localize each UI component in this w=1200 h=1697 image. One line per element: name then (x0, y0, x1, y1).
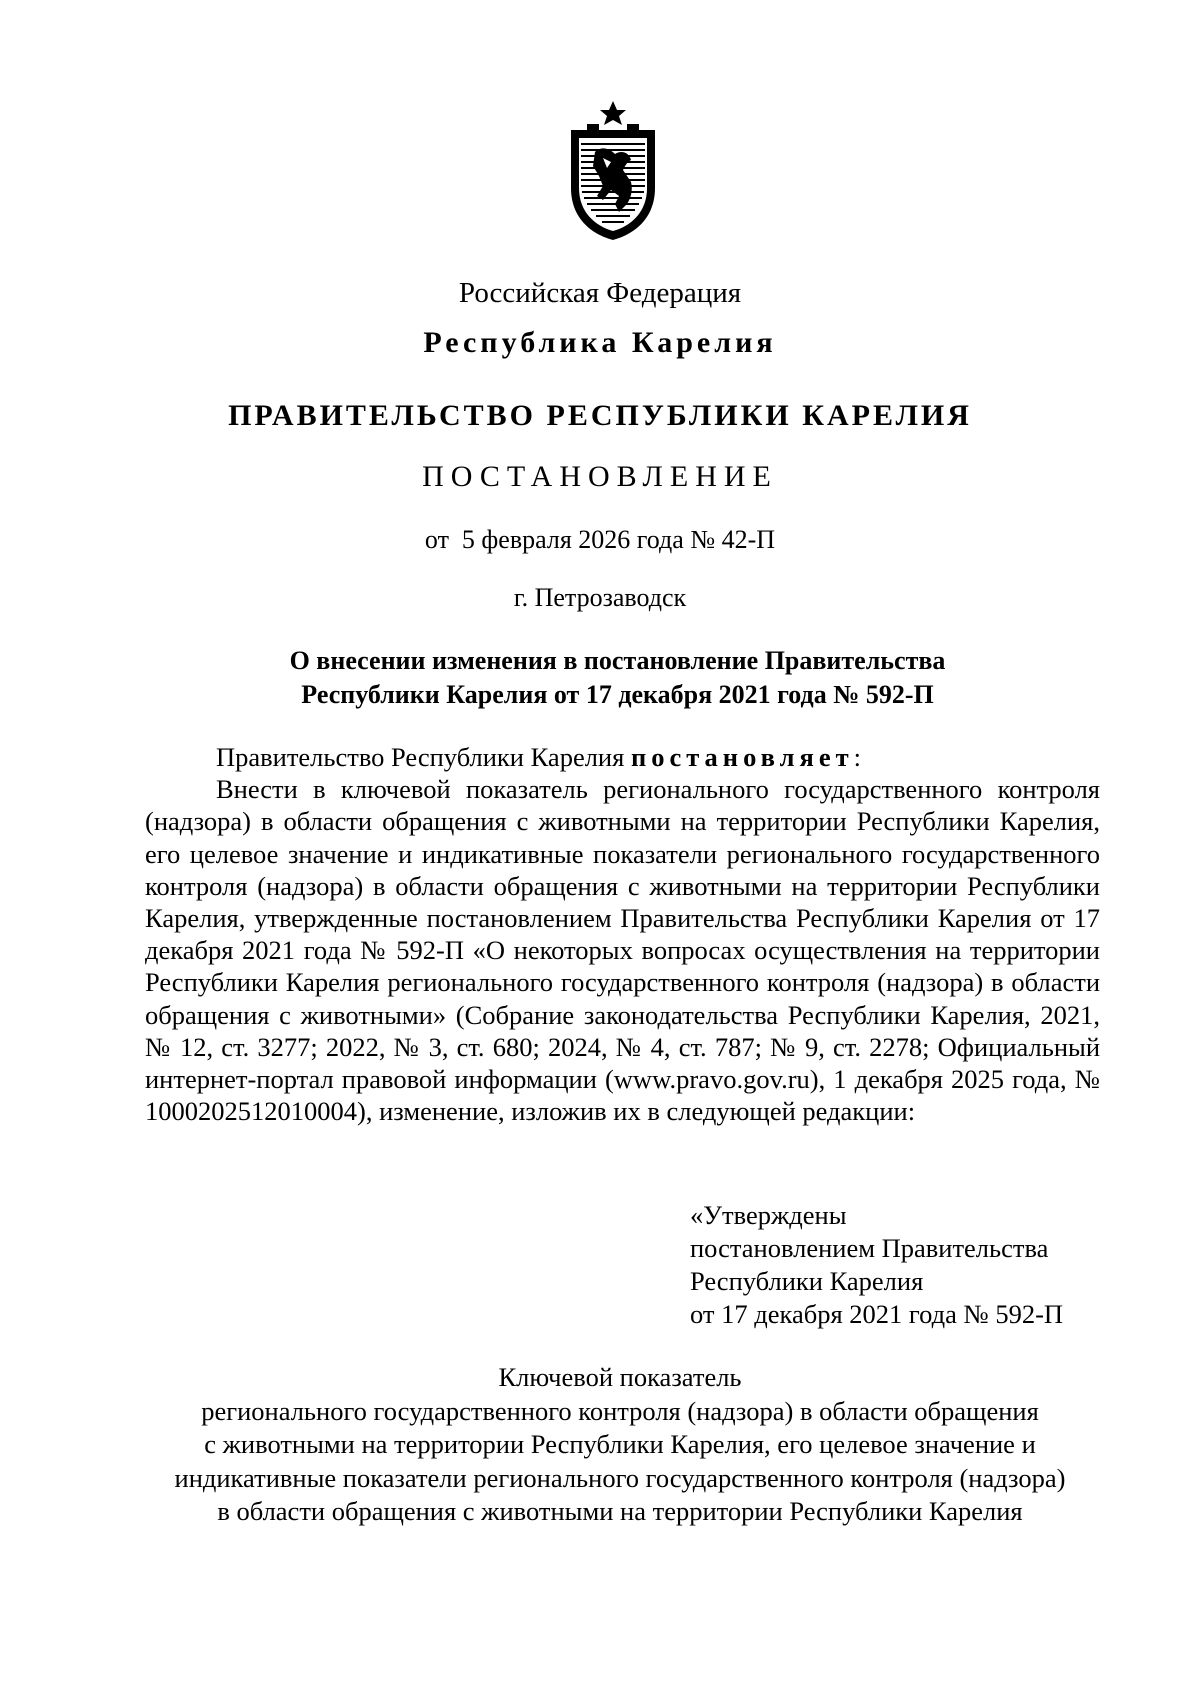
emblem-of-karelia-icon (565, 100, 661, 242)
approval-stamp-block (690, 1199, 1063, 1331)
key-indicator-line: в области обращения с животными на территории Республики Карелия (217, 1496, 1023, 1526)
key-indicator-title (120, 1361, 1120, 1529)
document-title (150, 644, 1085, 712)
republic-name: Республика Карелия (423, 326, 777, 359)
key-indicator-line: индикативные показатели регионального государственного контроля (надзора) (174, 1462, 1066, 1493)
key-indicator-line: регионального государственного контроля (надзора) в области обращения (201, 1395, 1039, 1426)
approval-line: постановлением Правительства (690, 1233, 1049, 1263)
country-name: Российская Федерация (458, 277, 742, 309)
document-body (145, 741, 1100, 1127)
key-indicator-line: Ключевой показатель (498, 1362, 742, 1392)
document-title-line: Республики Карелия от 17 декабря 2021 года № 592-П (301, 680, 934, 709)
resolves-word: постановляет (630, 742, 854, 772)
lead-text: Правительство Республики Карелия (216, 742, 631, 772)
document-date-number: от 5 февраля 2026 года № 42-П (424, 525, 776, 554)
lead-colon: : (853, 742, 861, 772)
document-type: ПОСТАНОВЛЕНИЕ (422, 460, 778, 493)
document-city: г. Петрозаводск (513, 583, 687, 612)
key-indicator-line: с животными на территории Республики Карелия, его целевое значение и (204, 1429, 1036, 1459)
approval-line: «Утверждены (690, 1200, 847, 1230)
resolution-lead (145, 741, 1100, 773)
government-name: ПРАВИТЕЛЬСТВО РЕСПУБЛИКИ КАРЕЛИЯ (228, 399, 972, 432)
document-title-line: О внесении изменения в постановление Правительства (289, 646, 946, 675)
resolution-paragraph: Внести в ключевой показатель регионального государственного контроля (надзора) в области обращения с животными на территории Республики Карелия, его целевое значение и индикативные показатели регионального государственного контроля (надзора) в области обращения с животными на территории Республики Карелия, утвержденные постановлением Правительства Республики Карелия от 17 декабря 2021 года № 592-П «О некоторых вопросах осуществления на территории Республики Карелия регионального государственного контроля (надзора) в области обращения с животными» (Собрание законодательства Республики Карелия, 2021, № 12, ст. 3277; 2022, № 3, ст. 680; 2024, № 4, ст. 787; № 9, ст. 2278; Официальный интернет-портал правовой информации (www.pravo.gov.ru), 1 декабря 2025 года, № 1000202512010004), изменение, изложив их в следующей редакции: (145, 774, 1100, 1127)
approval-line: Республики Карелия (690, 1266, 924, 1296)
approval-line: от 17 декабря 2021 года № 592-П (690, 1299, 1064, 1329)
